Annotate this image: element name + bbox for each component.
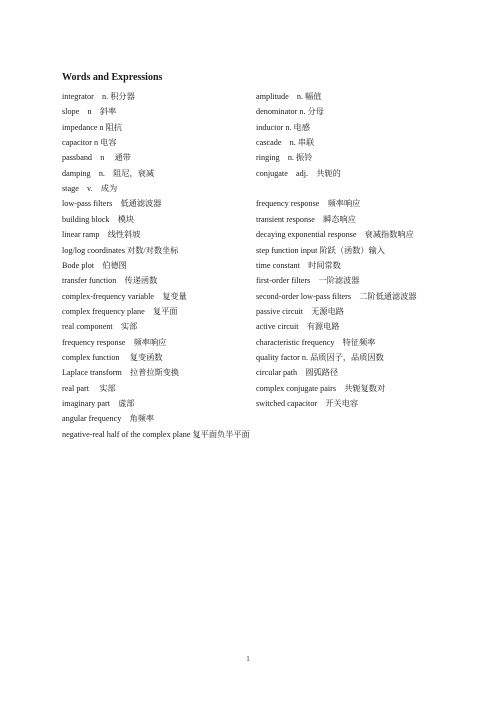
vocab-term-right: circular path 圆弧路径 [256,368,339,378]
vocab-row [0,397,496,411]
vocab-row [0,213,496,227]
vocab-row [0,90,496,104]
vocab-row [0,197,496,211]
vocab-row [0,290,496,304]
vocab-term-left: stage v. 成为 [62,184,118,194]
vocab-row [0,428,496,442]
vocab-row [0,274,496,288]
vocab-row [0,244,496,258]
page-number: 1 [246,655,250,663]
vocab-term-left: low-pass filters 低通滤波器 [62,199,162,209]
vocab-term-right: amplitude n. 幅值 [256,92,322,101]
vocab-term-left: capacitor n 电容 [62,138,117,148]
vocab-term-left: real part 实部 [62,383,116,393]
vocab-term-left: passband n 通带 [62,153,131,163]
vocab-term-left: angular frequency 角频率 [62,414,155,424]
vocab-term-left: building block 模块 [62,214,135,224]
vocab-term-left: Bode plot 伯德图 [62,260,127,270]
vocab-term-right: inductor n. 电感 [256,122,310,132]
vocab-row [0,121,496,135]
vocab-term-right: ringing n. 振铃 [256,153,313,163]
vocab-row [0,228,496,242]
vocab-term-left: imaginary part 虚部 [62,399,135,408]
vocab-row [0,382,496,396]
vocab-row [0,305,496,319]
vocab-term-right: cascade n. 串联 [256,138,315,148]
vocab-term-left: complex-frequency variable 复变量 [62,291,187,301]
vocab-term-right: switched capacitor 开关电容 [256,399,359,408]
vocab-row [0,259,496,273]
vocab-row [0,320,496,334]
vocab-term-right: quality factor n. 品质因子，品质因数 [256,352,384,362]
vocab-term-left: log/log coordinates 对数/对数坐标 [62,245,179,255]
vocab-term-right: step function input 阶跃（函数）输入 [256,245,385,255]
vocab-term-left: frequency response 频率响应 [62,337,167,347]
vocab-term-left: real component 实部 [62,322,138,332]
section-title: Words and Expressions [62,72,163,83]
vocab-row [0,412,496,426]
vocab-term-right: characteristic frequency 特征频率 [256,337,376,347]
vocab-term-right: first-order filters 一阶滤波器 [256,276,360,286]
vocab-term-right: passive circuit 无源电路 [256,306,344,316]
vocab-row [0,105,496,119]
vocab-row [0,167,496,181]
vocab-term-right: frequency response 频率响应 [256,199,361,209]
vocab-row [0,136,496,150]
vocab-term-right: conjugate adj. 共轭的 [256,168,341,178]
vocab-term-right: denominator n. 分母 [256,107,324,117]
vocab-term-left: Laplace transform 拉普拉斯变换 [62,368,180,378]
vocab-term-left: complex frequency plane 复平面 [62,306,178,316]
vocab-row [0,182,496,196]
vocab-term-left: slope n 斜率 [62,107,117,117]
vocab-term-left: complex function 复变函数 [62,352,163,362]
vocab-term-right: transient response 瞬态响应 [256,214,356,224]
vocab-term-left: linear ramp 线性斜坡 [62,230,141,240]
vocab-term-right: complex conjugate pairs 共轭复数对 [256,383,386,393]
vocab-term-left: negative-real half of the complex plane 复平面负半平面 [62,429,250,439]
vocab-row [0,351,496,365]
vocab-row [0,366,496,380]
vocab-term-right: decaying exponential response 衰减指数响应 [256,230,414,240]
vocab-row [0,336,496,350]
vocab-term-right: active circuit 有源电路 [256,322,340,332]
vocab-term-left: transfer function 传递函数 [62,276,158,286]
vocab-term-left: damping n. 阻尼，衰减 [62,168,155,178]
vocab-term-right: second-order low-pass filters 二阶低通滤波器 [256,291,417,301]
vocab-term-left: impedance n 阻抗 [62,122,123,132]
vocab-term-right: time constant 时间常数 [256,260,341,270]
vocab-term-left: integrator n. 积分器 [62,92,135,101]
vocab-row [0,151,496,165]
